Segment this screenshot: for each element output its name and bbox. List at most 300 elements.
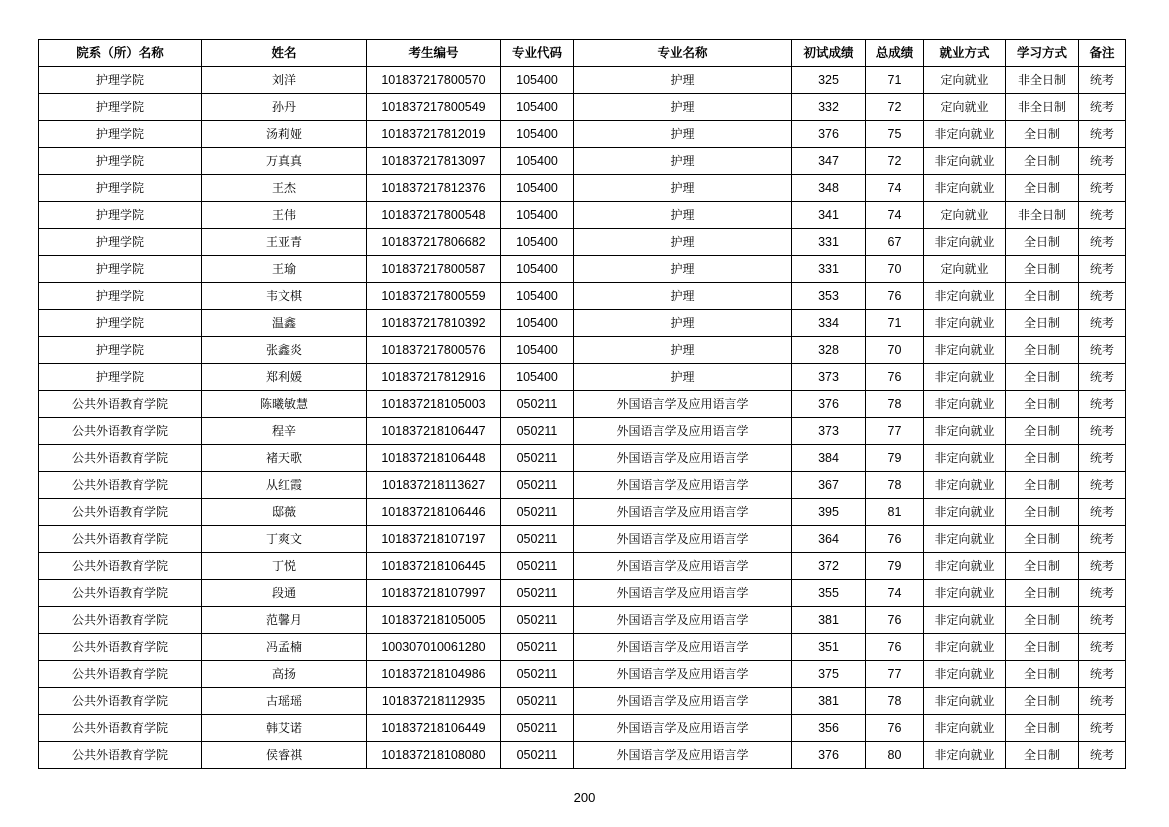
cell-dept: 护理学院 [39, 94, 202, 121]
cell-dept: 护理学院 [39, 337, 202, 364]
cell-total-score: 70 [866, 337, 924, 364]
cell-employment: 定向就业 [924, 256, 1006, 283]
table-row [39, 256, 1126, 283]
cell-study-mode: 全日制 [1006, 607, 1079, 634]
cell-major-name: 外国语言学及应用语言学 [574, 391, 792, 418]
cell-remark: 统考 [1079, 310, 1126, 337]
cell-major-name: 外国语言学及应用语言学 [574, 418, 792, 445]
cell-name: 程辛 [202, 418, 367, 445]
cell-employment: 定向就业 [924, 94, 1006, 121]
cell-employment: 定向就业 [924, 67, 1006, 94]
cell-name: 范馨月 [202, 607, 367, 634]
cell-total-score: 80 [866, 742, 924, 769]
header-study-mode: 学习方式 [1006, 40, 1079, 67]
cell-exam-id: 101837218105003 [367, 391, 501, 418]
cell-major-name: 护理 [574, 337, 792, 364]
cell-initial-score: 351 [792, 634, 866, 661]
cell-study-mode: 全日制 [1006, 472, 1079, 499]
table-row [39, 472, 1126, 499]
cell-initial-score: 325 [792, 67, 866, 94]
cell-total-score: 71 [866, 310, 924, 337]
cell-name: 高扬 [202, 661, 367, 688]
cell-initial-score: 367 [792, 472, 866, 499]
cell-exam-id: 101837217800548 [367, 202, 501, 229]
cell-name: 丁爽文 [202, 526, 367, 553]
cell-dept: 公共外语教育学院 [39, 607, 202, 634]
table-row [39, 688, 1126, 715]
cell-major-code: 050211 [501, 715, 574, 742]
cell-major-name: 护理 [574, 229, 792, 256]
cell-remark: 统考 [1079, 607, 1126, 634]
cell-major-name: 外国语言学及应用语言学 [574, 715, 792, 742]
cell-employment: 非定向就业 [924, 742, 1006, 769]
cell-dept: 公共外语教育学院 [39, 553, 202, 580]
cell-total-score: 70 [866, 256, 924, 283]
cell-exam-id: 101837217812916 [367, 364, 501, 391]
cell-exam-id: 101837218106447 [367, 418, 501, 445]
cell-dept: 护理学院 [39, 175, 202, 202]
cell-study-mode: 全日制 [1006, 391, 1079, 418]
cell-total-score: 72 [866, 148, 924, 175]
cell-major-code: 105400 [501, 121, 574, 148]
table-row [39, 742, 1126, 769]
cell-exam-id: 101837218106448 [367, 445, 501, 472]
cell-employment: 非定向就业 [924, 283, 1006, 310]
cell-major-name: 护理 [574, 175, 792, 202]
table-row [39, 445, 1126, 472]
cell-exam-id: 101837217800576 [367, 337, 501, 364]
cell-initial-score: 384 [792, 445, 866, 472]
cell-remark: 统考 [1079, 67, 1126, 94]
cell-study-mode: 全日制 [1006, 121, 1079, 148]
cell-dept: 公共外语教育学院 [39, 391, 202, 418]
cell-dept: 公共外语教育学院 [39, 715, 202, 742]
cell-major-name: 护理 [574, 310, 792, 337]
cell-major-code: 105400 [501, 202, 574, 229]
cell-name: 王亚青 [202, 229, 367, 256]
cell-study-mode: 全日制 [1006, 256, 1079, 283]
header-total-score: 总成绩 [866, 40, 924, 67]
cell-dept: 护理学院 [39, 148, 202, 175]
table-row [39, 580, 1126, 607]
cell-total-score: 76 [866, 607, 924, 634]
cell-total-score: 78 [866, 688, 924, 715]
cell-employment: 非定向就业 [924, 526, 1006, 553]
cell-initial-score: 353 [792, 283, 866, 310]
cell-major-name: 护理 [574, 148, 792, 175]
header-major-name: 专业名称 [574, 40, 792, 67]
table-row [39, 634, 1126, 661]
cell-dept: 公共外语教育学院 [39, 580, 202, 607]
cell-name: 韦文棋 [202, 283, 367, 310]
cell-remark: 统考 [1079, 121, 1126, 148]
cell-major-name: 护理 [574, 67, 792, 94]
cell-dept: 护理学院 [39, 256, 202, 283]
cell-major-code: 105400 [501, 94, 574, 121]
cell-total-score: 76 [866, 283, 924, 310]
header-row [39, 40, 1126, 67]
cell-major-code: 050211 [501, 742, 574, 769]
table-body [39, 67, 1126, 769]
cell-study-mode: 全日制 [1006, 499, 1079, 526]
cell-dept: 护理学院 [39, 121, 202, 148]
table-row [39, 418, 1126, 445]
cell-major-code: 105400 [501, 229, 574, 256]
cell-dept: 护理学院 [39, 310, 202, 337]
cell-study-mode: 全日制 [1006, 580, 1079, 607]
cell-employment: 非定向就业 [924, 229, 1006, 256]
cell-remark: 统考 [1079, 202, 1126, 229]
header-name: 姓名 [202, 40, 367, 67]
table-row [39, 310, 1126, 337]
cell-major-code: 050211 [501, 499, 574, 526]
cell-total-score: 75 [866, 121, 924, 148]
cell-major-code: 050211 [501, 580, 574, 607]
cell-remark: 统考 [1079, 337, 1126, 364]
cell-name: 郑利媛 [202, 364, 367, 391]
cell-major-code: 105400 [501, 283, 574, 310]
table-row [39, 94, 1126, 121]
page-number: 200 [573, 790, 596, 805]
cell-remark: 统考 [1079, 526, 1126, 553]
cell-total-score: 74 [866, 202, 924, 229]
cell-major-name: 外国语言学及应用语言学 [574, 607, 792, 634]
cell-name: 万真真 [202, 148, 367, 175]
cell-dept: 公共外语教育学院 [39, 418, 202, 445]
header-employment: 就业方式 [924, 40, 1006, 67]
cell-major-code: 050211 [501, 445, 574, 472]
cell-total-score: 77 [866, 661, 924, 688]
cell-study-mode: 非全日制 [1006, 94, 1079, 121]
cell-total-score: 76 [866, 364, 924, 391]
cell-major-code: 050211 [501, 688, 574, 715]
cell-major-name: 外国语言学及应用语言学 [574, 526, 792, 553]
cell-exam-id: 101837218106446 [367, 499, 501, 526]
cell-initial-score: 381 [792, 688, 866, 715]
cell-remark: 统考 [1079, 715, 1126, 742]
cell-employment: 非定向就业 [924, 148, 1006, 175]
cell-initial-score: 376 [792, 121, 866, 148]
cell-total-score: 76 [866, 634, 924, 661]
cell-remark: 统考 [1079, 688, 1126, 715]
cell-exam-id: 101837218108080 [367, 742, 501, 769]
cell-major-code: 050211 [501, 634, 574, 661]
cell-exam-id: 101837218105005 [367, 607, 501, 634]
table-row [39, 175, 1126, 202]
cell-study-mode: 全日制 [1006, 337, 1079, 364]
cell-remark: 统考 [1079, 148, 1126, 175]
cell-employment: 非定向就业 [924, 580, 1006, 607]
cell-study-mode: 全日制 [1006, 364, 1079, 391]
cell-remark: 统考 [1079, 445, 1126, 472]
cell-study-mode: 全日制 [1006, 661, 1079, 688]
cell-employment: 非定向就业 [924, 310, 1006, 337]
table-row [39, 607, 1126, 634]
cell-major-name: 外国语言学及应用语言学 [574, 742, 792, 769]
cell-employment: 定向就业 [924, 202, 1006, 229]
cell-name: 古瑶瑶 [202, 688, 367, 715]
cell-dept: 公共外语教育学院 [39, 472, 202, 499]
cell-dept: 公共外语教育学院 [39, 661, 202, 688]
table-row [39, 499, 1126, 526]
cell-remark: 统考 [1079, 418, 1126, 445]
cell-total-score: 77 [866, 418, 924, 445]
cell-employment: 非定向就业 [924, 121, 1006, 148]
cell-major-code: 105400 [501, 175, 574, 202]
cell-major-name: 外国语言学及应用语言学 [574, 661, 792, 688]
cell-study-mode: 全日制 [1006, 688, 1079, 715]
cell-initial-score: 356 [792, 715, 866, 742]
cell-dept: 公共外语教育学院 [39, 526, 202, 553]
cell-initial-score: 348 [792, 175, 866, 202]
cell-employment: 非定向就业 [924, 688, 1006, 715]
cell-exam-id: 101837218113627 [367, 472, 501, 499]
cell-dept: 公共外语教育学院 [39, 445, 202, 472]
cell-exam-id: 101837217800570 [367, 67, 501, 94]
cell-major-name: 外国语言学及应用语言学 [574, 445, 792, 472]
cell-major-code: 105400 [501, 337, 574, 364]
cell-exam-id: 100307010061280 [367, 634, 501, 661]
cell-name: 邸薇 [202, 499, 367, 526]
cell-name: 陈曦敏慧 [202, 391, 367, 418]
cell-remark: 统考 [1079, 742, 1126, 769]
cell-study-mode: 全日制 [1006, 418, 1079, 445]
cell-major-code: 050211 [501, 607, 574, 634]
cell-major-name: 护理 [574, 94, 792, 121]
cell-exam-id: 101837218106449 [367, 715, 501, 742]
table-row [39, 202, 1126, 229]
cell-total-score: 71 [866, 67, 924, 94]
cell-employment: 非定向就业 [924, 553, 1006, 580]
cell-employment: 非定向就业 [924, 391, 1006, 418]
cell-initial-score: 376 [792, 391, 866, 418]
cell-major-code: 105400 [501, 148, 574, 175]
cell-initial-score: 331 [792, 229, 866, 256]
cell-initial-score: 328 [792, 337, 866, 364]
cell-remark: 统考 [1079, 175, 1126, 202]
cell-study-mode: 全日制 [1006, 175, 1079, 202]
cell-major-name: 外国语言学及应用语言学 [574, 634, 792, 661]
cell-dept: 公共外语教育学院 [39, 742, 202, 769]
cell-employment: 非定向就业 [924, 418, 1006, 445]
cell-total-score: 79 [866, 553, 924, 580]
cell-study-mode: 全日制 [1006, 229, 1079, 256]
cell-initial-score: 395 [792, 499, 866, 526]
cell-dept: 护理学院 [39, 202, 202, 229]
cell-study-mode: 全日制 [1006, 634, 1079, 661]
cell-major-code: 105400 [501, 67, 574, 94]
cell-remark: 统考 [1079, 553, 1126, 580]
cell-major-code: 050211 [501, 661, 574, 688]
cell-dept: 护理学院 [39, 229, 202, 256]
cell-initial-score: 334 [792, 310, 866, 337]
cell-major-name: 外国语言学及应用语言学 [574, 499, 792, 526]
cell-major-name: 护理 [574, 202, 792, 229]
cell-major-name: 外国语言学及应用语言学 [574, 472, 792, 499]
header-remark: 备注 [1079, 40, 1126, 67]
table-row [39, 148, 1126, 175]
cell-study-mode: 非全日制 [1006, 202, 1079, 229]
table-row [39, 229, 1126, 256]
cell-exam-id: 101837217800587 [367, 256, 501, 283]
cell-employment: 非定向就业 [924, 337, 1006, 364]
cell-name: 从红霞 [202, 472, 367, 499]
cell-exam-id: 101837217812376 [367, 175, 501, 202]
table-row [39, 67, 1126, 94]
cell-initial-score: 347 [792, 148, 866, 175]
cell-exam-id: 101837217806682 [367, 229, 501, 256]
cell-initial-score: 373 [792, 418, 866, 445]
cell-initial-score: 355 [792, 580, 866, 607]
cell-major-code: 050211 [501, 526, 574, 553]
cell-study-mode: 全日制 [1006, 553, 1079, 580]
cell-major-code: 105400 [501, 256, 574, 283]
cell-employment: 非定向就业 [924, 472, 1006, 499]
cell-name: 丁悦 [202, 553, 367, 580]
cell-employment: 非定向就业 [924, 715, 1006, 742]
cell-study-mode: 非全日制 [1006, 67, 1079, 94]
table-row [39, 715, 1126, 742]
cell-major-name: 护理 [574, 121, 792, 148]
cell-initial-score: 381 [792, 607, 866, 634]
cell-name: 冯孟楠 [202, 634, 367, 661]
cell-employment: 非定向就业 [924, 607, 1006, 634]
cell-remark: 统考 [1079, 472, 1126, 499]
cell-name: 张鑫炎 [202, 337, 367, 364]
cell-major-code: 050211 [501, 553, 574, 580]
table-row [39, 283, 1126, 310]
table-row [39, 526, 1126, 553]
cell-remark: 统考 [1079, 580, 1126, 607]
cell-remark: 统考 [1079, 256, 1126, 283]
cell-major-code: 050211 [501, 472, 574, 499]
header-initial-score: 初试成绩 [792, 40, 866, 67]
cell-exam-id: 101837218104986 [367, 661, 501, 688]
cell-name: 刘洋 [202, 67, 367, 94]
cell-major-name: 外国语言学及应用语言学 [574, 553, 792, 580]
cell-major-code: 105400 [501, 310, 574, 337]
header-exam-id: 考生编号 [367, 40, 501, 67]
cell-name: 王瑜 [202, 256, 367, 283]
cell-major-name: 护理 [574, 364, 792, 391]
cell-total-score: 72 [866, 94, 924, 121]
cell-initial-score: 373 [792, 364, 866, 391]
cell-remark: 统考 [1079, 229, 1126, 256]
table-header [39, 40, 1126, 67]
cell-remark: 统考 [1079, 661, 1126, 688]
cell-employment: 非定向就业 [924, 364, 1006, 391]
cell-initial-score: 341 [792, 202, 866, 229]
cell-employment: 非定向就业 [924, 499, 1006, 526]
cell-name: 孙丹 [202, 94, 367, 121]
cell-major-name: 护理 [574, 256, 792, 283]
cell-exam-id: 101837218112935 [367, 688, 501, 715]
cell-name: 韩艾诺 [202, 715, 367, 742]
cell-dept: 护理学院 [39, 283, 202, 310]
cell-total-score: 81 [866, 499, 924, 526]
cell-dept: 护理学院 [39, 364, 202, 391]
table-row [39, 553, 1126, 580]
cell-study-mode: 全日制 [1006, 148, 1079, 175]
header-dept: 院系（所）名称 [39, 40, 202, 67]
header-major-code: 专业代码 [501, 40, 574, 67]
cell-initial-score: 372 [792, 553, 866, 580]
cell-initial-score: 332 [792, 94, 866, 121]
cell-total-score: 79 [866, 445, 924, 472]
cell-remark: 统考 [1079, 634, 1126, 661]
cell-dept: 护理学院 [39, 67, 202, 94]
cell-name: 段通 [202, 580, 367, 607]
cell-major-code: 105400 [501, 364, 574, 391]
cell-major-code: 050211 [501, 391, 574, 418]
cell-remark: 统考 [1079, 364, 1126, 391]
cell-employment: 非定向就业 [924, 175, 1006, 202]
cell-dept: 公共外语教育学院 [39, 634, 202, 661]
cell-remark: 统考 [1079, 391, 1126, 418]
table-row [39, 121, 1126, 148]
cell-study-mode: 全日制 [1006, 526, 1079, 553]
table-row [39, 364, 1126, 391]
table-row [39, 337, 1126, 364]
cell-name: 王杰 [202, 175, 367, 202]
cell-exam-id: 101837217800559 [367, 283, 501, 310]
cell-total-score: 76 [866, 715, 924, 742]
cell-remark: 统考 [1079, 499, 1126, 526]
cell-employment: 非定向就业 [924, 661, 1006, 688]
cell-initial-score: 331 [792, 256, 866, 283]
cell-initial-score: 375 [792, 661, 866, 688]
admission-table [38, 39, 1126, 769]
cell-initial-score: 376 [792, 742, 866, 769]
cell-initial-score: 364 [792, 526, 866, 553]
cell-major-name: 护理 [574, 283, 792, 310]
cell-study-mode: 全日制 [1006, 283, 1079, 310]
cell-exam-id: 101837217810392 [367, 310, 501, 337]
cell-total-score: 78 [866, 472, 924, 499]
cell-employment: 非定向就业 [924, 634, 1006, 661]
cell-name: 侯睿祺 [202, 742, 367, 769]
cell-dept: 公共外语教育学院 [39, 499, 202, 526]
cell-exam-id: 101837218107997 [367, 580, 501, 607]
cell-study-mode: 全日制 [1006, 445, 1079, 472]
cell-exam-id: 101837217800549 [367, 94, 501, 121]
cell-total-score: 74 [866, 580, 924, 607]
admission-table-container [38, 39, 1125, 769]
cell-total-score: 78 [866, 391, 924, 418]
cell-employment: 非定向就业 [924, 445, 1006, 472]
cell-study-mode: 全日制 [1006, 715, 1079, 742]
cell-major-name: 外国语言学及应用语言学 [574, 580, 792, 607]
table-row [39, 391, 1126, 418]
cell-study-mode: 全日制 [1006, 742, 1079, 769]
cell-name: 温鑫 [202, 310, 367, 337]
cell-remark: 统考 [1079, 94, 1126, 121]
cell-major-code: 050211 [501, 418, 574, 445]
cell-dept: 公共外语教育学院 [39, 688, 202, 715]
cell-exam-id: 101837217813097 [367, 148, 501, 175]
cell-name: 褚天歌 [202, 445, 367, 472]
cell-exam-id: 101837218107197 [367, 526, 501, 553]
cell-name: 王伟 [202, 202, 367, 229]
cell-exam-id: 101837217812019 [367, 121, 501, 148]
table-row [39, 661, 1126, 688]
cell-remark: 统考 [1079, 283, 1126, 310]
cell-study-mode: 全日制 [1006, 310, 1079, 337]
cell-total-score: 74 [866, 175, 924, 202]
cell-total-score: 67 [866, 229, 924, 256]
cell-major-name: 外国语言学及应用语言学 [574, 688, 792, 715]
cell-exam-id: 101837218106445 [367, 553, 501, 580]
